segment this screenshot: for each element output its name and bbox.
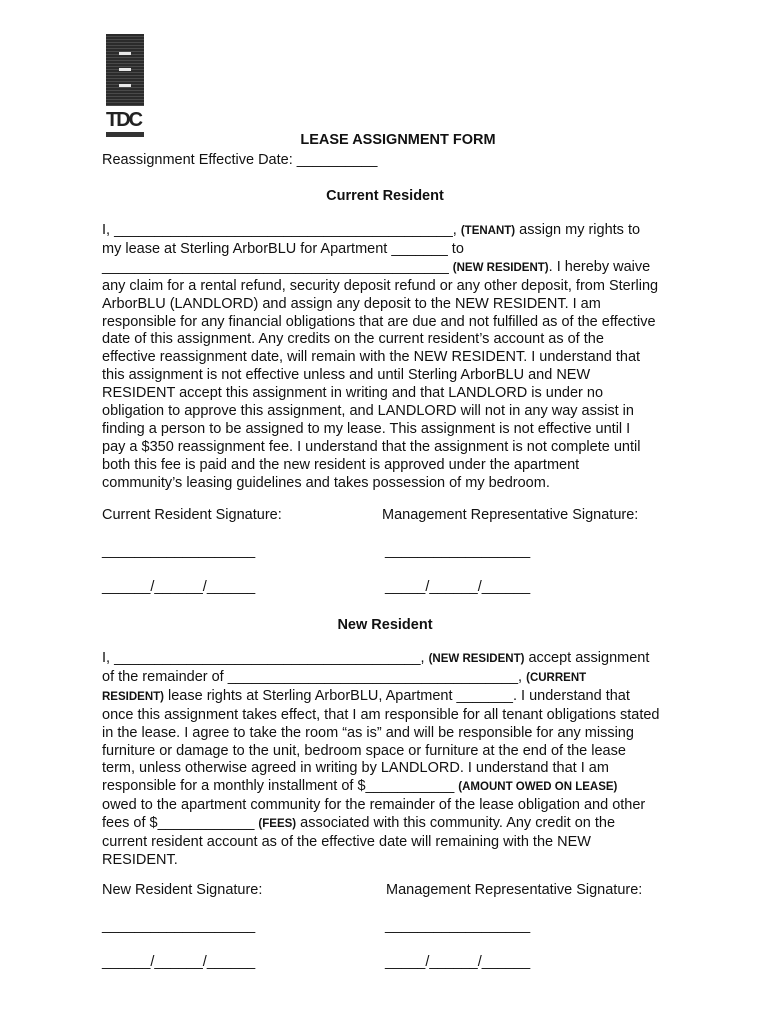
paragraph-line — [102, 475, 692, 493]
field-label: (AMOUNT OWED ON LEASE) — [458, 781, 618, 794]
paragraph-line — [102, 259, 692, 278]
paragraph-text: associated with this community. Any credit on the — [296, 815, 616, 832]
paragraph-text: effective reassignment date, will remain with the NEW RESIDENT. I understand that — [102, 349, 641, 366]
form-title: LEASE ASSIGNMENT FORM — [300, 132, 496, 148]
paragraph-text: RESIDENT accept this assignment in writing and that LANDLORD is under no — [102, 385, 604, 402]
paragraph-text: accept assignment — [524, 650, 650, 666]
paragraph-line — [102, 222, 692, 241]
field-label: (NEW RESIDENT) — [452, 261, 549, 274]
paragraph-line — [102, 331, 692, 349]
new-resident-paragraph — [102, 650, 692, 870]
paragraph-line — [102, 278, 692, 296]
management-date-line[interactable]: _____/______/______ — [385, 579, 531, 595]
management-signature-label: Management Representative Signature: — [382, 507, 639, 523]
paragraph-text: furniture or damage to the unit, bedroom space or furniture at the end of the lease — [102, 742, 626, 759]
paragraph-text: lease rights at Sterling ArborBLU, Apartment _______. I understand that — [163, 687, 630, 704]
paragraph-text: date of this assignment. Any credits on the current resident’s account as of the — [102, 331, 604, 348]
paragraph-text: pay a $350 reassignment fee. I understand that the assignment is not complete until — [102, 438, 641, 455]
paragraph-text: of the remainder of ____________________________________, — [102, 668, 527, 685]
paragraph-text: assign my rights to — [515, 222, 641, 238]
paragraph-text: once this assignment takes effect, that I am responsible for all tenant obligations stated — [102, 706, 660, 723]
paragraph-line — [102, 669, 692, 688]
new-management-date-line[interactable]: _____/______/______ — [385, 954, 531, 970]
effective-date-field: Reassignment Effective Date: __________ — [102, 152, 378, 168]
field-label: RESIDENT) — [102, 690, 164, 703]
paragraph-line — [102, 725, 692, 743]
paragraph-text: any claim for a rental refund, security deposit refund or any other deposit, from Sterling — [102, 277, 659, 294]
field-label: (TENANT) — [460, 225, 516, 237]
paragraph-line — [102, 367, 692, 385]
paragraph-text: responsible for a monthly installment of $___________ — [102, 778, 459, 795]
paragraph-text: owed to the apartment community for the remainder of the lease obligation and other — [102, 797, 646, 814]
current-resident-heading: Current Resident — [326, 188, 444, 204]
paragraph-text: community’s leasing guidelines and takes possession of my bedroom. — [102, 474, 550, 491]
current-resident-signature-label: Current Resident Signature: — [102, 507, 282, 523]
new-resident-heading: New Resident — [337, 617, 433, 633]
paragraph-text: I, ______________________________________, — [102, 650, 429, 666]
paragraph-text: in the lease. I agree to take the room “as is” and will be responsible for any missing — [102, 724, 634, 741]
paragraph-line — [102, 834, 692, 852]
paragraph-text: this assignment is not effective unless and until Sterling ArborBLU and NEW — [102, 367, 591, 384]
paragraph-line — [102, 241, 692, 259]
paragraph-line — [102, 852, 692, 870]
paragraph-text: my lease at Sterling ArborBLU for Apartment _______ to — [102, 240, 464, 257]
current-resident-signature-line[interactable]: ___________________ — [102, 543, 256, 559]
paragraph-line — [102, 650, 692, 669]
paragraph-line — [102, 778, 692, 797]
paragraph-line — [102, 403, 692, 421]
paragraph-line — [102, 296, 692, 314]
field-label: (CURRENT — [526, 671, 587, 684]
logo-text: TDC — [106, 109, 142, 131]
paragraph-line — [102, 797, 692, 815]
paragraph-text: I, __________________________________________, — [102, 222, 461, 238]
paragraph-line — [102, 439, 692, 457]
field-label: (NEW RESIDENT) — [428, 653, 525, 665]
paragraph-text: RESIDENT. — [102, 851, 178, 868]
paragraph-text: fees of $____________ — [102, 815, 259, 832]
current-resident-date-line[interactable]: ______/______/______ — [102, 579, 256, 595]
tdc-logo — [106, 34, 144, 137]
paragraph-text: ___________________________________________ — [102, 258, 453, 275]
paragraph-line — [102, 421, 692, 439]
paragraph-line — [102, 385, 692, 403]
paragraph-line — [102, 743, 692, 761]
paragraph-line — [102, 688, 692, 707]
new-management-signature-label: Management Representative Signature: — [386, 882, 643, 898]
new-resident-signature-line[interactable]: ___________________ — [102, 918, 256, 934]
logo-mark — [106, 34, 144, 106]
paragraph-line — [102, 314, 692, 332]
field-label: (FEES) — [258, 818, 297, 831]
new-management-signature-line[interactable]: __________________ — [385, 918, 531, 934]
new-resident-date-line[interactable]: ______/______/______ — [102, 954, 256, 970]
paragraph-text: finding a person to be assigned to my lease. This assignment is not effective until I — [102, 420, 631, 437]
paragraph-line — [102, 707, 692, 725]
paragraph-line — [102, 349, 692, 367]
paragraph-line — [102, 457, 692, 475]
paragraph-text: both this fee is paid and the new resident is approved under the apartment — [102, 456, 580, 473]
paragraph-text: ArborBLU (LANDLORD) and assign any deposit to the NEW RESIDENT. I am — [102, 295, 601, 312]
paragraph-text: . I hereby waive — [548, 258, 651, 275]
paragraph-text: obligation to approve this assignment, and LANDLORD will not in any way assist in — [102, 403, 634, 420]
paragraph-text: term, unless otherwise agreed in writing by LANDLORD. I understand that I am — [102, 760, 609, 777]
management-signature-line[interactable]: __________________ — [385, 543, 531, 559]
paragraph-text: responsible for any financial obligations that are due and not fulfilled as of the effective — [102, 313, 656, 330]
current-resident-paragraph — [102, 222, 692, 493]
new-resident-signature-label: New Resident Signature: — [102, 882, 263, 898]
paragraph-text: current resident account as of the effective date will remaining with the NEW — [102, 834, 591, 851]
paragraph-line — [102, 815, 692, 834]
paragraph-line — [102, 760, 692, 778]
